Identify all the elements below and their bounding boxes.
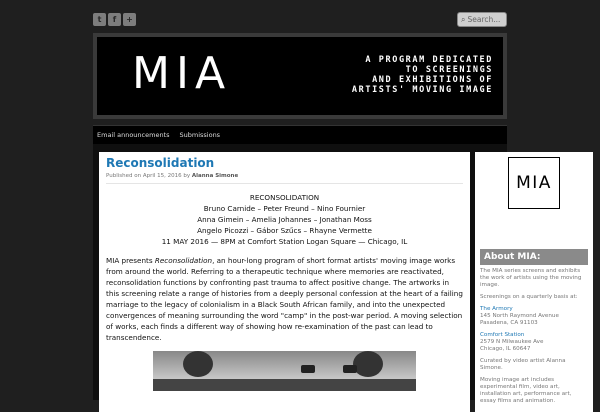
search-input[interactable] <box>467 15 503 24</box>
venue-armory-address: 145 North Raymond Avenue Pasadena, CA 91103 <box>480 313 559 326</box>
sidebar <box>475 152 593 412</box>
header-banner[interactable] <box>97 37 503 115</box>
sidebar-about-text: The MIA series screens and exhibits the work of artists using the moving image. <box>480 268 582 288</box>
nav-submissions[interactable]: Submissions <box>179 131 221 139</box>
post-image <box>153 351 416 391</box>
nav-email-announcements[interactable]: Email announcements <box>97 131 170 139</box>
post-title[interactable]: Reconsolidation <box>106 156 215 170</box>
search-box[interactable] <box>457 12 507 27</box>
post-meta: Published on April 15, 2016 by Alanna Simone <box>106 173 463 184</box>
image-road <box>153 379 416 391</box>
plus-icon[interactable]: + <box>123 13 136 26</box>
image-car <box>301 365 315 373</box>
sidebar-curated: Curated by video artist Alanna Simone. <box>480 358 566 371</box>
header-banner-frame <box>93 33 507 119</box>
post-body: MIA presents Reconsolidation, an hour-long program of short format artists' moving image works from around the world. Referring to a therapeutic technique where memories are reactivated, reconsolidation functions by confronting past trauma to affect positive change. The artworks in this screening relate a range of histories from a deeply personal confession at the heart of a failing marriage to the legacy of colonialism in a Black South African family, and into the unexpected convergences of meaning surrounding the word "camp" in the post-war period. A moving selection of works, each finds a different way of showing how re-examination of the past can lead to transcendence. <box>106 256 463 342</box>
image-tree <box>183 351 213 377</box>
search-icon: ⌕ <box>461 14 466 24</box>
sidebar-about-title: About MIA: <box>480 249 588 265</box>
main-content <box>99 152 470 412</box>
twitter-icon[interactable]: t <box>93 13 106 26</box>
facebook-icon[interactable]: f <box>108 13 121 26</box>
image-tree <box>353 351 383 377</box>
top-bar <box>0 0 600 32</box>
venue-comfort-station-address: 2579 N Milwaukee Ave Chicago, IL 60647 <box>480 339 544 352</box>
post-author[interactable]: Alanna Simone <box>191 173 239 179</box>
social-links <box>93 13 136 26</box>
content-wrap <box>93 144 582 404</box>
sidebar-moving-image: Moving image art includes experimental film, video art, installation art, performance art, essay films and animation. <box>480 377 572 404</box>
sidebar-quarterly: Screenings on a quarterly basis at: <box>480 294 578 300</box>
venue-armory-link[interactable]: The Armory <box>480 306 513 312</box>
site-tagline: A PROGRAM DEDICATED TO SCREENINGS AND EXHIBITIONS OF ARTISTS' MOVING IMAGE <box>351 55 493 95</box>
sidebar-logo: MIA <box>508 157 560 209</box>
main-nav <box>93 125 507 144</box>
image-car <box>343 365 357 373</box>
program-credits: RECONSOLIDATION Bruno Carnide – Peter Freund – Nino Fournier Anna Gimein – Amelia Johannes – Jonathan Moss Angelo Picozzi – Gábor Szűcs – Rhayne Vermette 11 MAY 2016 — 8PM at Comfort Station Logan Square — Chicago, IL <box>161 193 408 246</box>
site-logo: MIA <box>132 48 232 99</box>
venue-comfort-station-link[interactable]: Comfort Station <box>480 332 525 338</box>
